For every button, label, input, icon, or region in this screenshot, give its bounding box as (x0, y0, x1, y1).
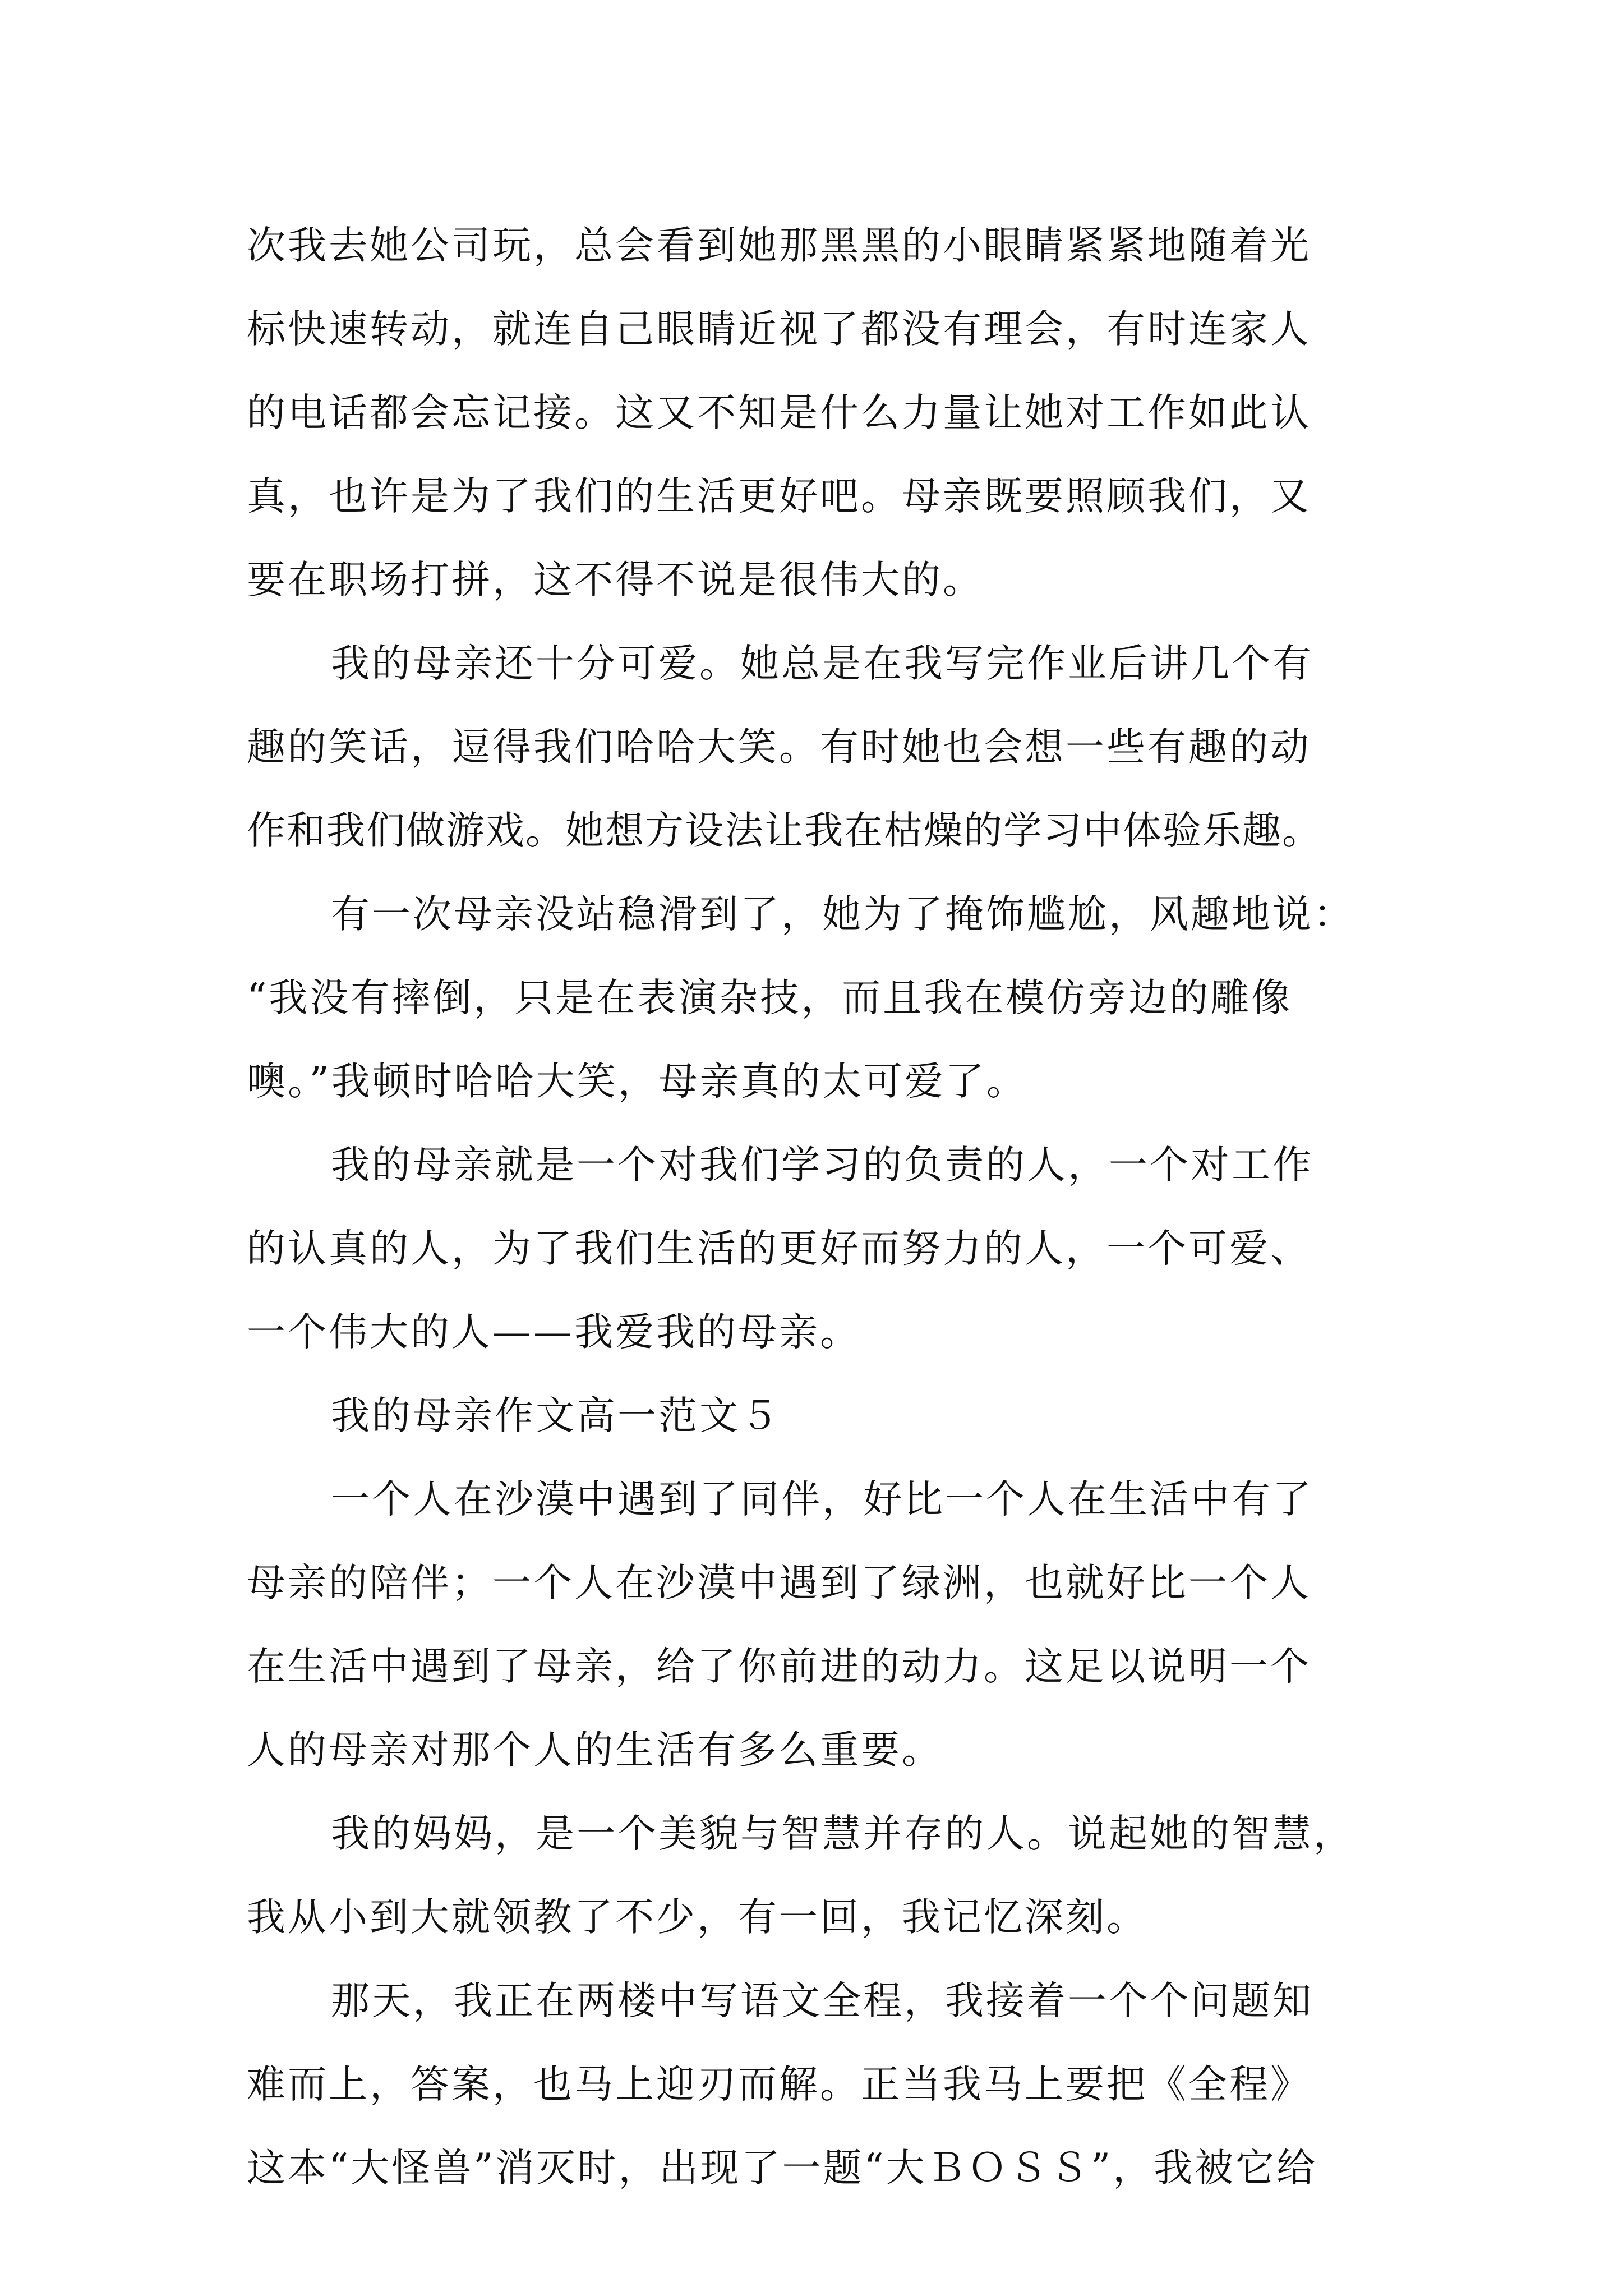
text-line: 真，也许是为了我们的生活更好吧。母亲既要照顾我们，又 (247, 474, 1311, 519)
paragraph-first-line: 有一次母亲没站稳滑到了，她为了掩饰尴尬，风趣地说： (331, 892, 1354, 937)
text-line: 这本“大怪兽”消灭时，出现了一题“大ＢＯＳＳ”，我被它给 (247, 2146, 1318, 2191)
paragraph-first-line: 我的母亲还十分可爱。她总是在我写完作业后讲几个有 (331, 641, 1313, 686)
paragraph-first-line: 我的妈妈，是一个美貌与智慧并存的人。说起她的智慧， (331, 1811, 1354, 1856)
text-line: 作和我们做游戏。她想方设法让我在枯燥的学习中体验乐趣。 (247, 808, 1322, 853)
text-line: 噢。”我顿时哈哈大笑，母亲真的太可爱了。 (247, 1059, 1027, 1104)
text-line: 趣的笑话，逗得我们哈哈大笑。有时她也会想一些有趣的动 (247, 725, 1311, 770)
section-heading: 我的母亲作文高一范文５ (331, 1393, 781, 1438)
text-line: 次我去她公司玩，总会看到她那黑黑的小眼睛紧紧地随着光 (247, 223, 1311, 268)
paragraph-first-line: 我的母亲就是一个对我们学习的负责的人，一个对工作 (331, 1143, 1313, 1188)
text-line: 一个伟大的人——我爱我的母亲。 (247, 1310, 861, 1355)
text-line: 在生活中遇到了母亲，给了你前进的动力。这足以说明一个 (247, 1644, 1311, 1689)
text-line: “我没有摔倒，只是在表演杂技，而且我在模仿旁边的雕像 (247, 976, 1293, 1020)
text-line: 的认真的人，为了我们生活的更好而努力的人，一个可爱、 (247, 1226, 1311, 1271)
text-line: 人的母亲对那个人的生活有多么重要。 (247, 1728, 943, 1773)
text-line: 标快速转动，就连自己眼睛近视了都没有理会，有时连家人 (247, 307, 1311, 352)
paragraph-first-line: 那天，我正在两楼中写语文全程，我接着一个个问题知 (331, 1978, 1313, 2023)
paragraph-first-line: 一个人在沙漠中遇到了同伴，好比一个人在生活中有了 (331, 1477, 1313, 1522)
text-line: 的电话都会忘记接。这又不知是什么力量让她对工作如此认 (247, 390, 1311, 435)
text-line: 难而上，答案，也马上迎刃而解。正当我马上要把《全程》 (247, 2062, 1311, 2107)
text-line: 要在职场打拼，这不得不说是很伟大的。 (247, 558, 984, 602)
text-line: 母亲的陪伴；一个人在沙漠中遇到了绿洲，也就好比一个人 (247, 1561, 1311, 1605)
text-line: 我从小到大就领教了不少，有一回，我记忆深刻。 (247, 1895, 1147, 1940)
